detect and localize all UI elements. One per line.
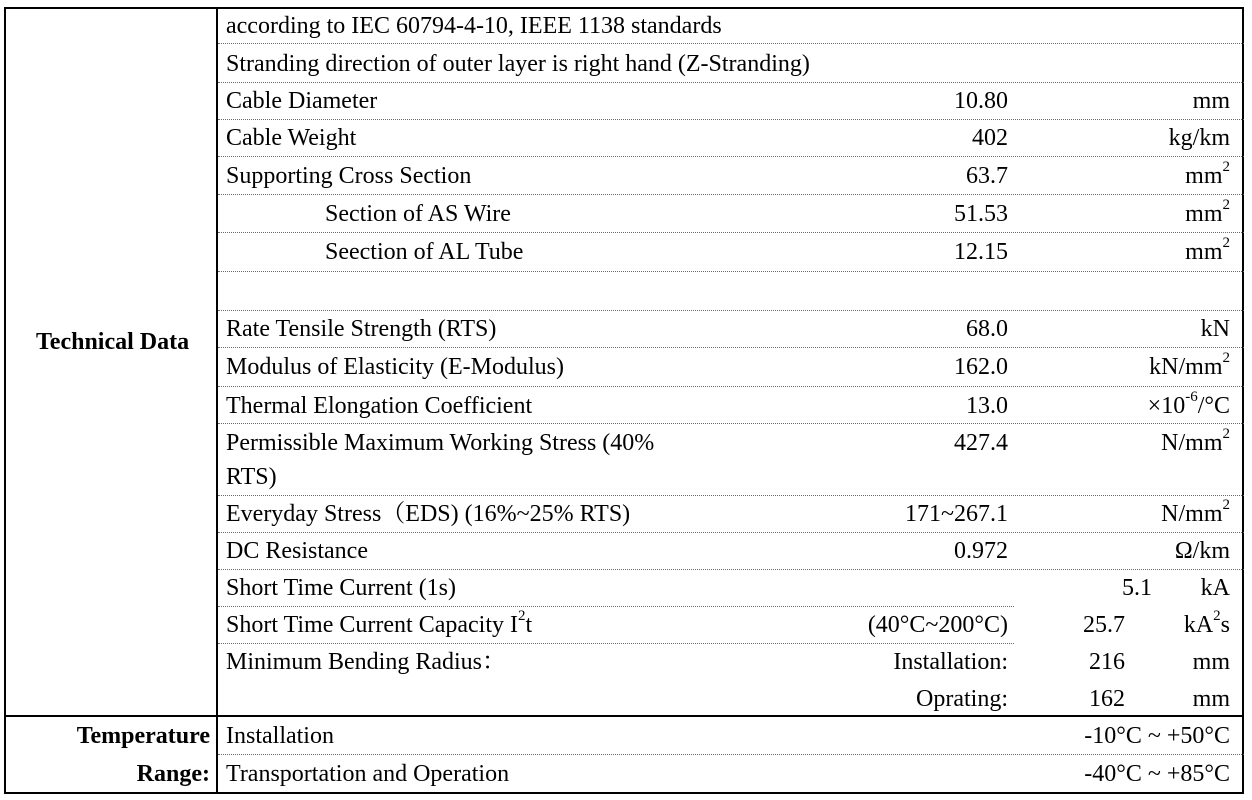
value-thermal: 13.0	[966, 393, 1008, 419]
label-cable-weight: Cable Weight	[226, 125, 357, 151]
value-section-as-wire: 51.53	[954, 201, 1008, 227]
label-temp-transport: Transportation and Operation	[226, 761, 510, 787]
row-separator	[218, 643, 1014, 644]
row-separator	[218, 532, 1244, 533]
unit-pmws: $N/mm^2$	[1161, 426, 1230, 456]
unit-short-time-current: kA	[1200, 575, 1230, 601]
label-rts: Rate Tensile Strength (RTS)	[226, 316, 497, 342]
row-separator	[218, 82, 1244, 83]
section-technical-data: Technical Data	[36, 329, 190, 355]
value-pmws: 427.4	[954, 430, 1008, 456]
label-thermal: Thermal Elongation Coefficient	[226, 393, 533, 419]
label-eds: Everyday Stress（EDS) (16%~25% RTS)	[226, 501, 631, 527]
unit-dc-resistance: Ω/km	[1174, 538, 1230, 564]
condition-short-time-capacity: (40°C~200°C)	[867, 612, 1008, 638]
value-modulus: 162.0	[954, 354, 1008, 380]
label-section-as-wire: Section of AS Wire	[325, 201, 511, 227]
row-separator	[218, 386, 1244, 387]
unit-rts: kN	[1200, 316, 1230, 342]
unit-section-as-wire: $mm^2$	[1185, 197, 1230, 227]
value-short-time-current: 5.1	[1122, 575, 1152, 601]
row-separator	[218, 232, 1244, 233]
unit-cable-weight: kg/km	[1168, 125, 1230, 151]
unit-modulus: $kN/mm^2$	[1149, 350, 1230, 380]
row-separator	[218, 271, 1244, 272]
unit-min-bending-operating: mm	[1192, 686, 1230, 712]
condition-min-bending-install: Installation:	[893, 649, 1008, 675]
value-cable-diameter: 10.80	[954, 88, 1008, 114]
label-pmws-line1: Permissible Maximum Working Stress (40%	[226, 430, 655, 456]
value-dc-resistance: 0.972	[954, 538, 1008, 564]
label-short-time-current: Short Time Current (1s)	[226, 575, 457, 601]
value-eds: 171~267.1	[905, 501, 1008, 527]
row-separator	[218, 156, 1244, 157]
row-separator	[218, 310, 1244, 311]
value-min-bending-operating: 162	[1089, 686, 1125, 712]
label-dc-resistance: DC Resistance	[226, 538, 368, 564]
unit-cable-diameter: mm	[1192, 88, 1230, 114]
value-rts: 68.0	[966, 316, 1008, 342]
unit-eds: $N/mm^2$	[1161, 497, 1230, 527]
row-separator	[218, 119, 1244, 120]
section-temperature-line1: Temperature	[76, 723, 210, 749]
label-short-time-capacity: Short Time Current Capacity $I^2t$	[226, 608, 533, 638]
value-section-al-tube: 12.15	[954, 239, 1008, 265]
unit-section-al-tube: $mm^2$	[1185, 235, 1230, 265]
value-cable-weight: 402	[972, 125, 1008, 151]
section-temperature-line2: Range:	[136, 761, 210, 787]
column-divider	[216, 8, 218, 793]
unit-supporting-cross-section: $mm^2$	[1185, 159, 1230, 189]
row-separator	[218, 347, 1244, 348]
label-pmws-line2: RTS)	[226, 464, 277, 490]
unit-short-time-capacity: $kA^2s$	[1183, 608, 1230, 638]
row-separator	[218, 754, 1244, 755]
label-modulus: Modulus of Elasticity (E-Modulus)	[226, 354, 564, 380]
section-divider	[4, 715, 1244, 717]
label-min-bending-radius: Minimum Bending Radius：	[226, 649, 507, 675]
row-separator	[218, 423, 1244, 424]
label-section-al-tube: Seection of AL Tube	[325, 239, 524, 265]
row-separator	[218, 194, 1244, 195]
value-temp-transport: -40°C ~ +85°C	[1084, 761, 1230, 787]
value-temp-installation: -10°C ~ +50°C	[1084, 723, 1230, 749]
row-separator	[218, 495, 1244, 496]
stranding-text: Stranding direction of outer layer is right hand (Z-Stranding)	[226, 51, 810, 77]
value-min-bending-install: 216	[1089, 649, 1125, 675]
standards-text: according to IEC 60794-4-10, IEEE 1138 standards	[226, 13, 722, 39]
value-short-time-capacity: 25.7	[1083, 612, 1125, 638]
label-supporting-cross-section: Supporting Cross Section	[226, 163, 472, 189]
condition-min-bending-operating: Oprating:	[916, 686, 1008, 712]
unit-min-bending-install: mm	[1192, 649, 1230, 675]
row-separator	[218, 43, 1244, 44]
value-supporting-cross-section: 63.7	[966, 163, 1008, 189]
unit-thermal: $\times 10^{-6}/^\circ C$	[1147, 389, 1230, 419]
label-temp-installation: Installation	[226, 723, 334, 749]
label-cable-diameter: Cable Diameter	[226, 88, 378, 114]
row-separator	[218, 606, 1014, 607]
row-separator	[218, 569, 1244, 570]
